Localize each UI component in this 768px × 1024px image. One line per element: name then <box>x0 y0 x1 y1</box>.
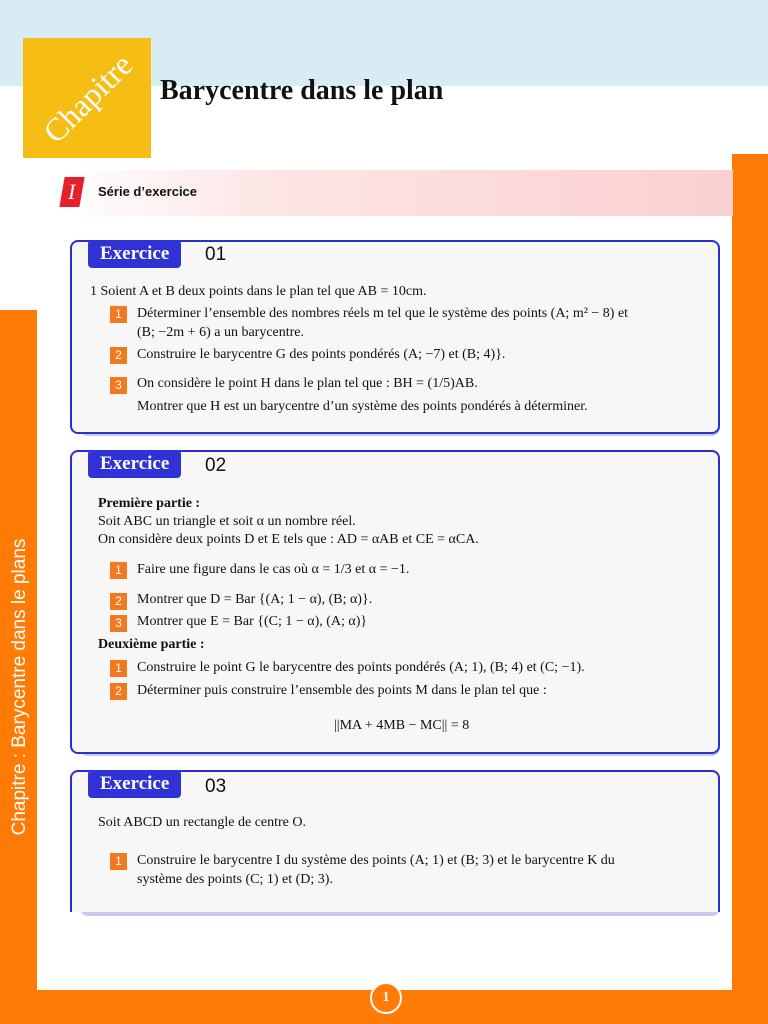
exercise-2-label: Exercice <box>88 450 181 478</box>
exercise-3-intro: Soit ABCD un rectangle de centre O. <box>98 815 307 830</box>
exercise-3-number: 03 <box>205 776 227 797</box>
exercise-3-item-1-text: Construire le barycentre I du système des points (A; 1) et (B; 3) et le barycentre K du <box>137 853 615 868</box>
exercise-3-label: Exercice <box>88 770 181 798</box>
chapter-word: Chapitre <box>36 46 140 150</box>
exercise-1-item-3-text: On considère le point H dans le plan tel que : BH = (1/5)AB. <box>137 376 478 391</box>
exercise-2-part-1-item-1-text: Faire une figure dans le cas où α = 1/3 et α = −1. <box>137 562 410 577</box>
section-title: Série d’exercice <box>98 184 198 199</box>
exercise-2-part-1-item-2 <box>110 592 127 610</box>
exercise-1-intro: 1 Soient A et B deux points dans le plan tel que AB = 10cm. <box>90 284 427 299</box>
item-number: 1 <box>110 306 127 323</box>
exercise-1-item-2 <box>110 346 127 364</box>
exercise-2-part-2-item-1 <box>110 659 127 677</box>
item-number: 1 <box>110 853 127 870</box>
exercise-2-part-1-line-1: Soit ABC un triangle et soit α un nombre réel. <box>98 514 356 529</box>
exercise-3-item-1-text-2: système des points (C; 1) et (D; 3). <box>137 872 333 887</box>
section-number: I <box>59 177 84 207</box>
exercise-1-number: 01 <box>205 244 227 265</box>
exercise-1-item-2-text: Construire le barycentre G des points pondérés (A; −7) et (B; 4)}. <box>137 347 506 362</box>
exercise-2-part-2-item-2-text: Déterminer puis construire l’ensemble des points M dans le plan tel que : <box>137 683 547 698</box>
exercise-2-part-1-line-2: On considère deux points D et E tels que : AD = αAB et CE = αCA. <box>98 532 479 547</box>
page-title: Barycentre dans le plan <box>160 75 444 106</box>
exercise-3-item-1 <box>110 852 127 870</box>
item-number: 3 <box>110 377 127 394</box>
exercise-1-label: Exercice <box>88 240 181 268</box>
exercise-1-item-1 <box>110 305 127 323</box>
exercise-2-part-1-item-2-text: Montrer que D = Bar {(A; 1 − α), (B; α)}. <box>137 592 373 607</box>
exercise-2-part-1-item-3-text: Montrer que E = Bar {(C; 1 − α), (A; α)} <box>137 614 368 629</box>
exercise-2-part-2-item-1-text: Construire le point G le barycentre des points pondérés (A; 1), (B; 4) et (C; −1). <box>137 660 585 675</box>
exercise-2-equation: ||MA + 4MB − MC|| = 8 <box>334 718 470 733</box>
exercise-2-part-1-item-1 <box>110 561 127 579</box>
item-number: 3 <box>110 615 127 632</box>
exercise-2-part-1-title: Première partie : <box>98 496 201 511</box>
exercise-1-item-3-text-2: Montrer que H est un barycentre d’un système des points pondérés à déterminer. <box>137 399 588 414</box>
item-number: 2 <box>110 683 127 700</box>
exercise-1-item-1-text: Déterminer l’ensemble des nombres réels m tel que le système des points (A; m² − 8) et <box>137 306 629 321</box>
exercise-2-part-2-title: Deuxième partie : <box>98 637 205 652</box>
page-number: 1 <box>370 982 402 1014</box>
exercise-1-item-1-text-2: (B; −2m + 6) a un barycentre. <box>137 325 305 340</box>
side-running-title: Chapitre : Barycentre dans le plans <box>9 538 30 836</box>
item-number: 1 <box>110 562 127 579</box>
exercise-2-part-1-item-3 <box>110 614 127 632</box>
exercise-2-number: 02 <box>205 455 227 476</box>
exercise-2-part-2-item-2 <box>110 682 127 700</box>
chapter-badge <box>23 38 151 158</box>
right-decor-bar <box>732 154 768 1024</box>
item-number: 2 <box>110 347 127 364</box>
item-number: 2 <box>110 593 127 610</box>
exercise-1-item-3 <box>110 376 127 394</box>
item-number: 1 <box>110 660 127 677</box>
